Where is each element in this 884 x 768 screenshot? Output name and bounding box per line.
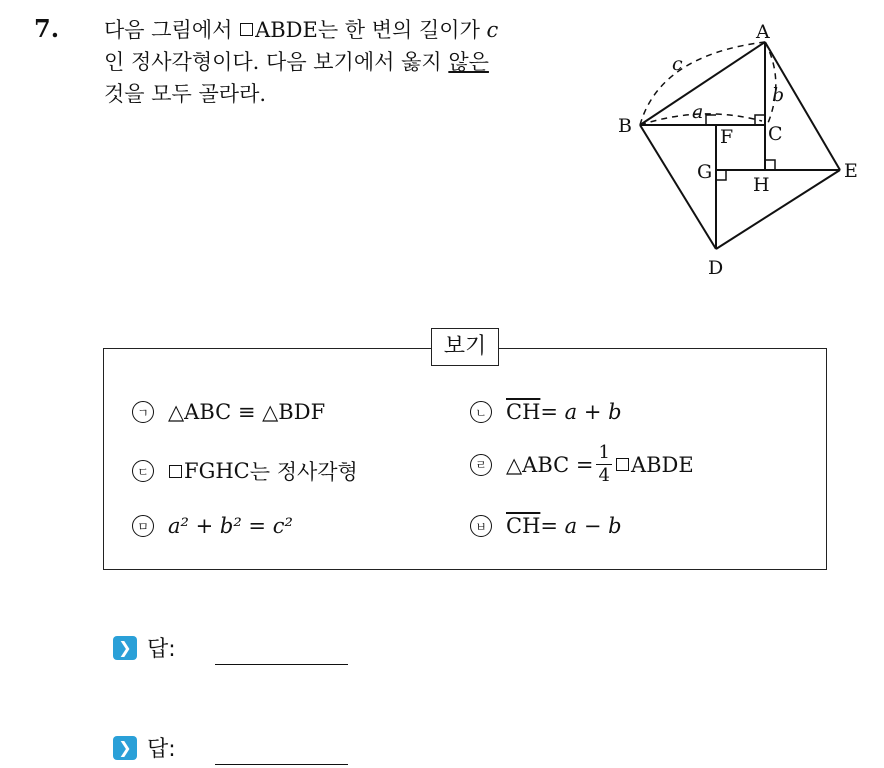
answer-row-2: ❯ 답:	[113, 732, 176, 763]
arc-b	[765, 42, 776, 123]
bogi-item-1: ㄱ △ABC ≡ △BDF	[132, 400, 325, 424]
chevron-right-icon: ❯	[113, 636, 137, 660]
label-C: C	[768, 123, 783, 145]
underlined-word: 않은	[448, 50, 489, 74]
bogi-item-2: ㄴ $\overline{CH}$ = a + b	[470, 400, 622, 424]
bogi-item-3: ㄷ FGHC 는 정사각형	[132, 456, 358, 486]
answer-row-1: ❯ 답:	[113, 632, 176, 663]
label-H: H	[753, 174, 770, 196]
answer-input-2[interactable]	[215, 764, 348, 765]
segment-BD	[640, 125, 716, 249]
label-E: E	[844, 160, 858, 182]
marker-rieul-icon: ㄹ	[470, 454, 492, 476]
segment-EA	[765, 42, 840, 170]
question-line-2: 인 정사각형이다. 다음 보기에서 옳지 않은	[104, 50, 489, 74]
label-F: F	[720, 126, 734, 148]
marker-mieum-icon: ㅁ	[132, 515, 154, 537]
question-number: 7.	[34, 14, 60, 43]
geometry-figure	[612, 20, 862, 280]
question-text	[104, 14, 594, 110]
marker-digeut-icon: ㄷ	[132, 460, 154, 482]
question-line-3: 것을 모두 골라라.	[104, 82, 267, 106]
square-symbol-icon	[169, 465, 182, 478]
bogi-title: 보기	[431, 328, 499, 366]
label-B: B	[618, 115, 632, 137]
bogi-item-6: ㅂ $\overline{CH}$ = a − b	[470, 514, 622, 538]
label-A: A	[756, 21, 770, 43]
square-symbol-icon	[616, 458, 629, 471]
label-D: D	[708, 257, 724, 279]
answer-input-1[interactable]	[215, 664, 348, 665]
question-line-1: 다음 그림에서 ABDE는 한 변의 길이가 c	[104, 18, 499, 42]
label-c: c	[672, 53, 683, 75]
bogi-item-4: ㄹ △ABC = $\frac{1}{4}$ ABDE	[470, 442, 694, 487]
marker-nieun-icon: ㄴ	[470, 401, 492, 423]
label-b: b	[772, 84, 785, 106]
fraction: $\frac{1}{4}$	[598, 442, 610, 486]
segment-DE	[716, 170, 840, 249]
chevron-right-icon: ❯	[113, 736, 137, 760]
label-a: a	[692, 101, 704, 123]
bogi-item-5: ㅁ a² + b² = c²	[132, 514, 293, 538]
square-symbol-icon	[240, 23, 253, 36]
label-G: G	[697, 161, 713, 183]
marker-giyeok-icon: ㄱ	[132, 401, 154, 423]
marker-bieup-icon: ㅂ	[470, 515, 492, 537]
